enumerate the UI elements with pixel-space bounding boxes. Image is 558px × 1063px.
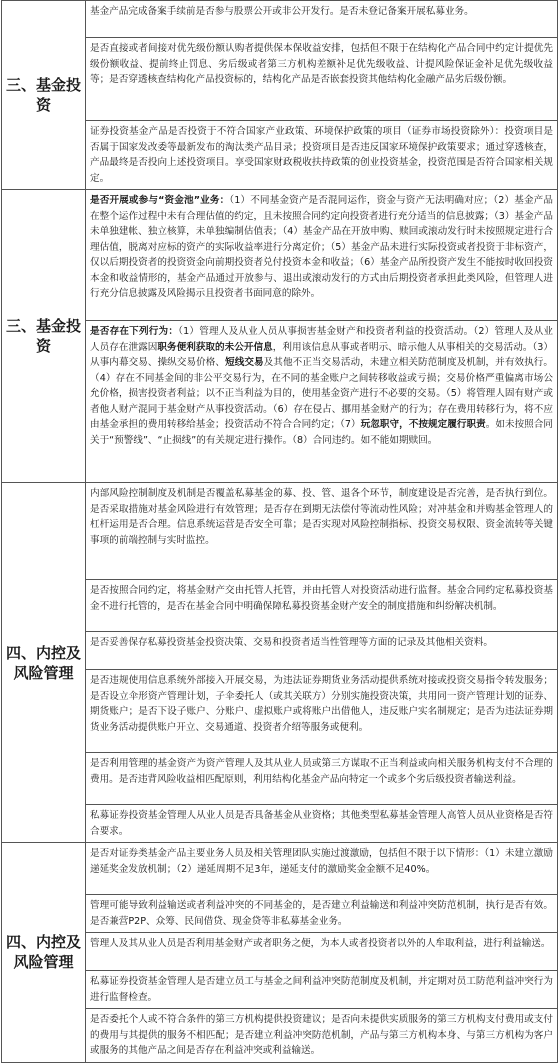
- table-row: [2, 971, 558, 1009]
- item-lead: 是否存在下列行为：: [90, 326, 179, 337]
- table-row: [2, 753, 558, 805]
- regulation-table: [1, 0, 558, 1063]
- category-cell: 三、基金投资: [2, 1, 86, 190]
- item-emphasis: 职务便利获取的未公开信息: [157, 341, 273, 353]
- table-row: [2, 895, 558, 933]
- table-row: [2, 843, 558, 895]
- item-lead: 是否开展或参与“资金池”业务：: [90, 195, 230, 206]
- item-emphasis: 短线交易: [225, 357, 264, 368]
- item-body: （1）管理人及从业人员从事损害基金财产和投资者利益的投资活动。（2）管理人及从业人员存在泄露因: [90, 326, 554, 353]
- item-emphasis: 玩忽职守，不按规定履行职责: [360, 419, 486, 430]
- item-text: 私募证券投资基金管理人从业人员是否具备基金从业资格；其他类型私募基金管理人高管人员从业资格是否符合要求。: [86, 805, 558, 843]
- table-row: [2, 580, 558, 632]
- item-body: ，利用该信息从事或者明示、暗示他人从事相关的交易活动。（3）从事内幕交易、操纵交易价格、: [90, 341, 554, 368]
- item-text: 私募证券投资基金管理人是否建立员工与基金之间利益冲突防范制度及机制，并定期对员工防范利益冲突行为进行监督检查。: [86, 971, 558, 1009]
- item-body: （1）不同基金资产是否混同运作，资金与资产无法明确对应；（2）基金产品在整个运作过程中未有合理估值的约定，且未按照合同约定向投资者进行充分适当的信息披露；（3）基金产品未单独建帐、独立核算，未单独编制估值表；（4）基金产品在开放申购、赎回或滚动发行时未按照规定进行合理估值，脱离对应标的资产的实际收益率进行分离定价；（5）基金产品未进行实际投资或者投资于非标资产，仅以后期投资者的投资资金向前期投资者兑付投资本金和收益；（6）基金产品所投资产发生不能按时收回投资本金和收益情形的，基金产品通过开放参与、退出或滚动发行的方式由后期投资者承担此类风险，但管理人进行充分信息披露及风险揭示且投资者书面同意的除外。: [90, 195, 553, 299]
- table-row: [2, 805, 558, 843]
- table-row: [2, 670, 558, 753]
- item-text: 是否委托个人或不符合条件的第三方机构提供投资建议；是否向未提供实质服务的第三方机构支付费用或支付的费用与其提供的服务不相匹配；是否建立利益冲突防范机制，产品与第三方机构本身、与第三方机构为客户或服务的其他产品之间是否存在利益冲突或利益输送。: [86, 1009, 558, 1063]
- category-cell: 四、内控及风险管理: [2, 483, 86, 843]
- table-row: [2, 121, 558, 190]
- item-text: 是否违规使用信息系统外部接入开展交易，为违法证券期货业务活动提供系统对接或投资交易指令转发服务；是否设立伞形资产管理计划，子伞委托人（或其关联方）分别实施投资决策，共用同一资产管理计划的证券、期货账户；是否下设子账户、分账户、虚拟账户或将账户出借他人，违反账户实名制规定；是否为违法证券期货业务活动提供账户开立、交易通道、投资者介绍等服务或便利。: [86, 670, 558, 753]
- table-row: [2, 632, 558, 670]
- category-cell: 三、基金投资: [2, 190, 86, 483]
- table-row: [2, 190, 558, 321]
- item-text: 证券投资基金产品是否投资于不符合国家产业政策、环境保护政策的项目（证券市场投资除外）：投资项目是否属于国家发改委等最新发布的淘汰类产品目录；投资项目是否违反国家环境保护政策要求；通过穿透核查，产品最终是否投向上述投资项目。享受国家财政税收扶持政策的创业投资基金，投资范围是否符合国家相关规定。: [86, 121, 558, 190]
- item-text: 管理人及其从业人员是否利用基金财产或者职务之便，为本人或者投资者以外的人牟取利益，进行利益输送。: [86, 933, 558, 971]
- item-text: 基金产品完成备案手续前是否参与股票公开或非公开发行。是否未登记备案开展私募业务。: [86, 1, 558, 38]
- table-row: [2, 321, 558, 483]
- table-row: [2, 1, 558, 38]
- item-text: 是否妥善保存私募投资基金投资决策、交易和投资者适当性管理等方面的记录及其他相关资料。: [86, 632, 558, 670]
- category-cell: 四、内控及风险管理: [2, 843, 86, 1063]
- item-body: 及其他不正当交易活动，未建立相关防范制度及机制，并有效执行。（4）存在不同基金间的非公平交易行为，在不同的基金账户之间转移收益或亏损；交易价格严重偏离市场公允价格，损害投资者利益；以不正当利益为目的，使用基金资产进行不必要的交易。（5）将管理人固有财产或者他人财产混同于基金财产从事投资活动。（6）存在侵占、挪用基金财产的行为；存在费用转移行为，将不应由基金承担的费用转移给基金；投资活动不符合合同约定；（7）: [90, 357, 554, 430]
- table-row: [2, 483, 558, 580]
- item-text: 管理可能导致利益输送或者利益冲突的不同基金的，是否建立利益输送和利益冲突防范机制，执行是否有效。是否兼营P2P、众筹、民间借贷、现金贷等非私募基金业务。: [86, 895, 558, 933]
- item-text: 是否利用管理的基金资产为资产管理人及其从业人员或第三方谋取不正当利益或向相关服务机构支付不合理的费用。是否违背风险收益相匹配原则，利用结构化基金产品向特定一个或多个劣后级投资者输送利益。: [86, 753, 558, 805]
- table-row: [2, 933, 558, 971]
- item-text: 是否对证券类基金产品主要业务人员及相关管理团队实施过渡激励，包括但不限于以下情形：（1）未建立激励递延奖金发放机制；（2）递延周期不足3年，递延支付的激励奖金金额不足40%。: [86, 843, 558, 895]
- item-body: 。如未按照合同关于“预警线”、“止损线”的有关规定进行操作。（8）合同违约。如不能如期赎回。: [90, 419, 554, 446]
- item-text: 是否按照合同约定，将基金财产交由托管人托管，并由托管人对投资活动进行监督。基金合同约定私募投资基金不进行托管的，是否在基金合同中明确保障私募投资基金财产安全的制度措施和纠纷解决机制。: [86, 580, 558, 632]
- table-row: [2, 1009, 558, 1063]
- item-text: 内部风险控制制度及机制是否覆盖私募基金的募、投、管、退各个环节，制度建设是否完善，是否执行到位。是否采取措施对基金风险进行有效管理；是否存在到期无法偿付等流动性风险；对冲基金和并购基金管理人的杠杆运用是否合理。信息系统运营是否安全可靠；是否实现对风险控制指标、投资交易权限、资金流转等关键事项的前端控制与实时监控。: [86, 483, 558, 580]
- table-row: [2, 38, 558, 121]
- item-text: [86, 321, 558, 483]
- item-text: 是否直接或者间接对优先级份额认购者提供保本保收益安排，包括但不限于在结构化产品合同中约定计提优先级份额收益、提前终止罚息、劣后级或者第三方机构差额补足优先级收益、计提风险保证金补足优先级收益等；是否穿透核查结构化产品投资标的，结构化产品是否嵌套投资其他结构化金融产品劣后级份额。: [86, 38, 558, 121]
- item-text: [86, 190, 558, 321]
